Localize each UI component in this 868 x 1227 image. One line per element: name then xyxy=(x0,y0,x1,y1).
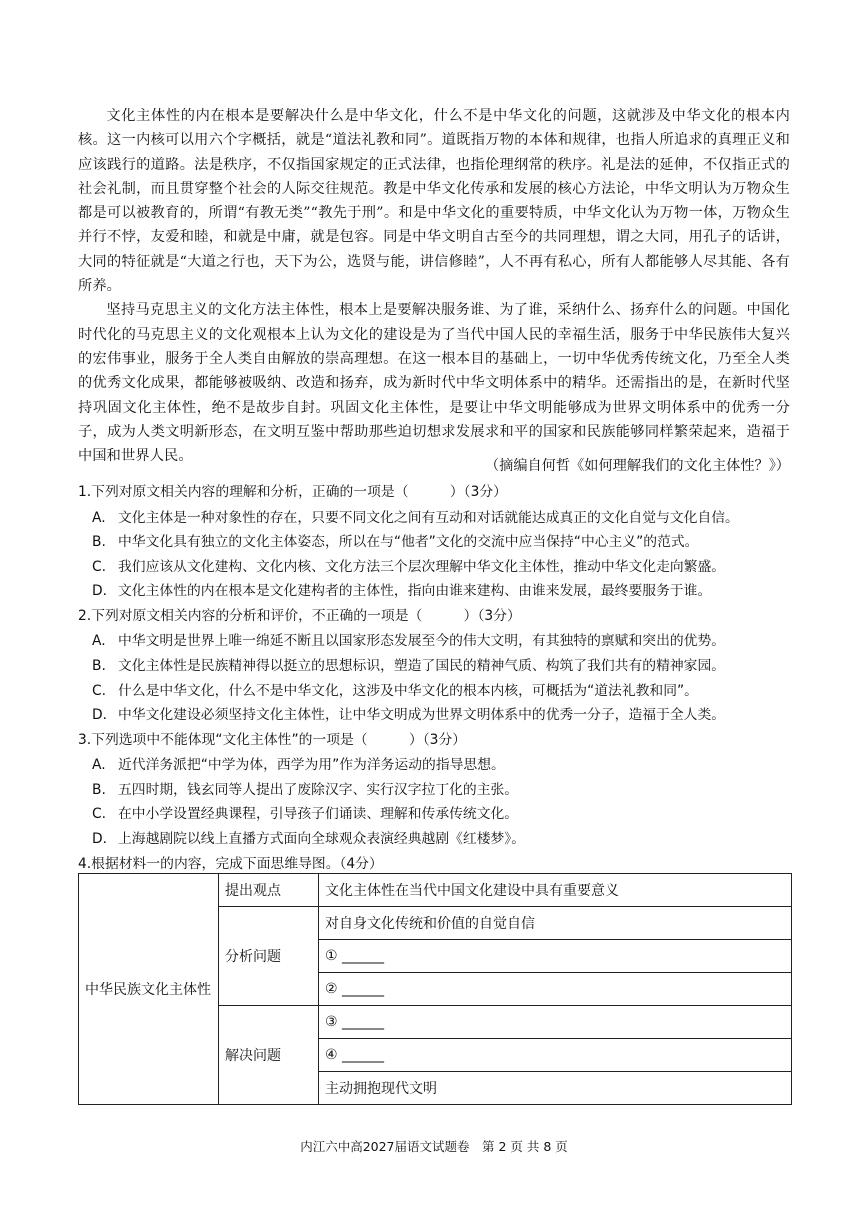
question-stem: 1.下列对原文相关内容的理解和分析，正确的一项是（ ）（3分） xyxy=(78,484,507,500)
option-letter: D. xyxy=(92,831,108,848)
option-text: 五四时期，钱玄同等人提出了废除汉字、实行汉字拉丁化的主张。 xyxy=(118,781,519,798)
option-c[interactable] xyxy=(78,802,818,827)
option-letter: C. xyxy=(92,682,107,699)
option-a[interactable] xyxy=(78,753,818,778)
page-footer: 内江六中高2027届语文试题卷 第 2 页 共 8 页 xyxy=(300,1139,568,1154)
option-letter: B. xyxy=(92,781,106,798)
question-stem: 4.根据材料一的内容，完成下面思维导图。（4分） xyxy=(78,855,383,872)
option-letter: B. xyxy=(92,534,106,551)
option-letter: A. xyxy=(92,633,106,650)
option-letter: C. xyxy=(92,558,107,575)
question-3 xyxy=(78,728,818,852)
option-d[interactable] xyxy=(78,827,818,852)
option-b[interactable] xyxy=(78,654,818,679)
mind-map-table xyxy=(78,873,792,1105)
passage-source: （摘编自何哲《如何理解我们的文化主体性？》） xyxy=(484,458,790,474)
question-stem: 2.下列对原文相关内容的分析和评价，不正确的一项是（ ）（3分） xyxy=(78,607,521,624)
passage-paragraph-2: 坚持马克思主义的文化方法主体性，根本上是要解决服务谁、为了谁，采纳什么、扬弃什么的问题。中国化时代化的马克思主义的文化观根本上认为文化的建设是为了当代中国人民的幸福生活，服务于中华民族伟大复兴的宏伟事业，服务于全人类自由解放的崇高理想。在这一根本目的基础上，一切中华优秀传统文化，乃至全人类的优秀文化成果，都能够被吸纳、改造和扬弃，成为新时代中华文明体系中的精华。还需指出的是，在新时代坚持巩固文化主体性，绝不是故步自封。巩固文化主体性，是要让中华文明能够成为世界文明体系中的优秀一分子，成为人类文明新形态，在文明互鉴中帮助那些迫切想求发展求和平的国家和民族能够同样繁荣起来，造福于中国和世界人民。 xyxy=(78,302,790,465)
option-letter: B. xyxy=(92,657,106,674)
option-text: 上海越剧院以线上直播方式面向全球观众表演经典越剧《红楼梦》。 xyxy=(118,831,526,848)
option-text: 在中小学设置经典课程，引导孩子们诵读、理解和传承传统文化。 xyxy=(118,806,519,823)
option-text: 中华文明是世界上唯一绵延不断且以国家形态发展至今的伟大文明，有其独特的禀赋和突出的优势。 xyxy=(118,633,726,650)
reading-passage xyxy=(78,104,790,468)
blank-answer-1[interactable]: ① ______ xyxy=(319,940,792,973)
section-item: 文化主体性在当代中国文化建设中具有重要意义 xyxy=(319,874,792,907)
option-b[interactable] xyxy=(78,778,818,803)
question-1 xyxy=(78,480,818,604)
option-text: 文化主体性是民族精神得以挺立的思想标识，塑造了国民的精神气质、构筑了我们共有的精神家园。 xyxy=(118,657,726,674)
option-letter: C. xyxy=(92,806,107,823)
option-letter: A. xyxy=(92,509,106,526)
option-letter: A. xyxy=(92,757,106,774)
option-text: 近代洋务派把“中学为体，西学为用”作为洋务运动的指导思想。 xyxy=(118,757,505,774)
option-text: 我们应该从文化建构、文化内核、文化方法三个层次理解中华文化主体性，推动中华文化走向繁盛。 xyxy=(118,558,726,575)
option-c[interactable] xyxy=(78,555,818,580)
blank-answer-4[interactable]: ④ ______ xyxy=(319,1039,792,1072)
option-c[interactable] xyxy=(78,679,818,704)
mind-map-root: 中华民族文化主体性 xyxy=(79,874,219,1105)
option-text: 什么是中华文化，什么不是中华文化，这涉及中华文化的根本内核，可概括为“道法礼教和同”。 xyxy=(118,682,698,699)
option-a[interactable] xyxy=(78,506,818,531)
option-letter: D. xyxy=(92,707,108,724)
option-b[interactable] xyxy=(78,530,818,555)
option-text: 文化主体是一种对象性的存在，只要不同文化之间有互动和对话就能达成真正的文化自觉与文化自信。 xyxy=(118,509,739,526)
option-text: 中华文化具有独立的文化主体姿态，所以在与“他者”文化的交流中应当保持“中心主义”的范式。 xyxy=(118,534,699,551)
section-label-solution: 解决问题 xyxy=(219,1006,319,1105)
section-label-analysis: 分析问题 xyxy=(219,907,319,1006)
option-d[interactable] xyxy=(78,703,818,728)
section-label-viewpoint: 提出观点 xyxy=(219,874,319,907)
section-item: 对自身文化传统和价值的自觉自信 xyxy=(319,907,792,940)
question-2 xyxy=(78,604,818,728)
blank-answer-2[interactable]: ② ______ xyxy=(319,973,792,1006)
question-stem: 3.下列选项中不能体现“文化主体性”的一项是（ ）（3分） xyxy=(78,731,467,748)
passage-paragraph-1: 文化主体性的内在根本是要解决什么是中华文化，什么不是中华文化的问题，这就涉及中华文化的根本内核。这一内核可以用六个字概括，就是“道法礼教和同”。道既指万物的本体和规律，也指人所追求的真理正义和应该践行的道路。法是秩序，不仅指国家规定的正式法律，也指伦理纲常的秩序。礼是法的延伸，不仅指正式的社会礼制，而且贯穿整个社会的人际交往规范。教是中华文化传承和发展的核心方法论，中华文明认为万物众生都是可以被教育的，所谓“有教无类”“教先于刑”。和是中华文化的重要特质，中华文化认为万物一体，万物众生并行不悖，友爱和睦，和就是中庸，就是包容。同是中华文明自古至今的共同理想，谓之大同，用孔子的话讲，大同的特征就是“大道之行也，天下为公，选贤与能，讲信修睦”，人不再有私心，所有人都能够人尽其能、各有所养。 xyxy=(78,108,790,295)
section-item: 主动拥抱现代文明 xyxy=(319,1072,792,1105)
question-list xyxy=(78,480,818,877)
option-text: 中华文化建设必须坚持文化主体性，让中华文明成为世界文明体系中的优秀一分子，造福于全人类。 xyxy=(118,707,726,724)
option-a[interactable] xyxy=(78,629,818,654)
option-text: 文化主体性的内在根本是文化建构者的主体性，指向由谁来建构、由谁来发展，最终要服务于谁。 xyxy=(118,583,712,600)
option-d[interactable] xyxy=(78,579,818,604)
option-letter: D. xyxy=(92,583,108,600)
blank-answer-3[interactable]: ③ ______ xyxy=(319,1006,792,1039)
